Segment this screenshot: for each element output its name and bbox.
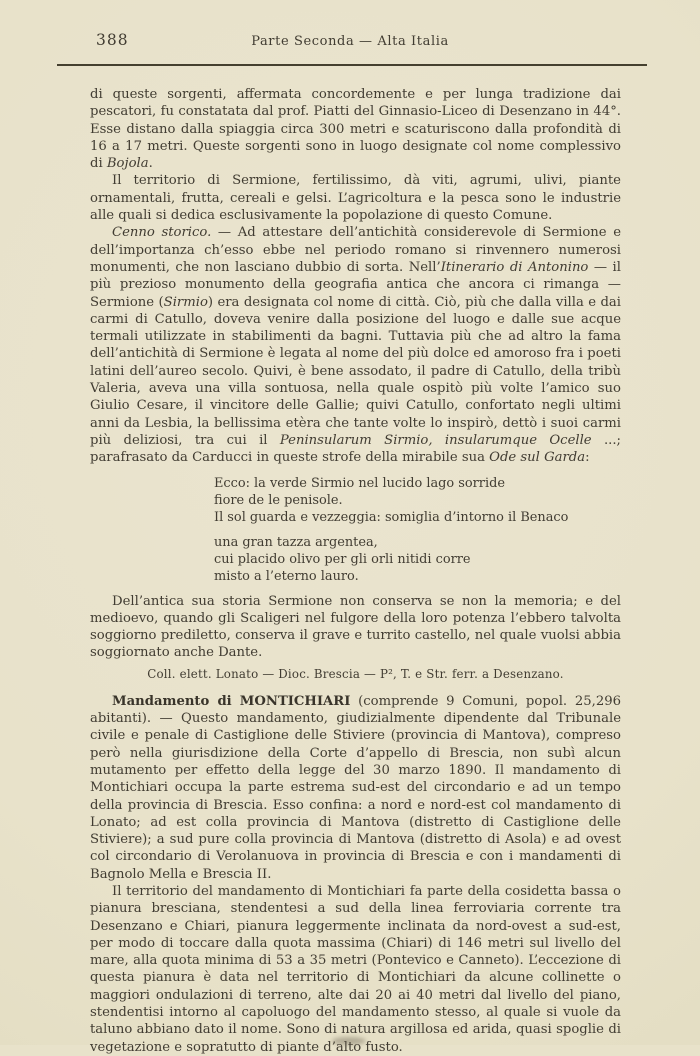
text-run: Il territorio del mandamento di Montichiari fa parte della cosidetta bassa o pianura bresciana, stendentesi a sud della linea ferroviaria corrente tra Desenzano e Chiari, pianura leggermente inclinata da nord-ovest a sud-est, per modo di toccare dalla quota massima (Chiari) di 146 metri sul livello del mare, alla quota minima di 53 a 35 metri (Pontevico e Canneto). L’eccezione di questa pianura è data nel territorio di Montichiari da alcune collinette o maggiori ondulazioni di terreno, alte dai 20 ai 40 metri dal livello del piano, stendentisi intorno al capoluogo del mandamento stesso, al quale si vuole da taluno abbiano dato il nome. Sono di natura argillosa ed arida, quasi spoglie di vegetazione e sopratutto di piante d’alto fusto. (90, 883, 621, 1055)
verse-stanza (214, 534, 621, 585)
verse-line: una gran tazza argentea, (214, 534, 378, 550)
text-run: — il più prezioso monumento della geografia antica che ancora ci rimanga — Sermione ( (90, 259, 621, 310)
text-run: — Ad attestare dell’antichità considerevole di Sermione e dell’importanza ch’esso ebbe nel periodo romano si rinvennero numerosi monumenti, che non lasciano dubbio di sorta. Nell’ (90, 225, 621, 275)
text-run: ) era designata col nome di città. Ciò, più che dalla villa e dai carmi di Catullo, doveva venire dalla posizione del luogo e dalle sue acque termali utilizzate in stabilimenti da bagni. Tuttavia più che ad altro la fama dell’antichità di Sermione è legata al nome del più dolce ed amoroso fra i poeti latini dell’aureo secolo. Quivi, è bene assodato, il padre di Catullo, della tribù Valeria, aveva una villa sontuosa, nella quale ospitò più volte l’amico suo Giulio Cesare, il vincitore delle Gallie; quivi Catullo, confortato negli ultimi anni da Lesbia, la bellissima etèra che tante volte lo inspirò, dettò i suoi carmi più deliziosi, tra cui il (90, 294, 621, 448)
verse-stanza (214, 475, 621, 526)
text-run: di queste sorgenti, affermata concordemente e per lunga tradizione dai pescatori, fu constatata dal prof. Piatti del Ginnasio-Liceo di Desenzano in 44°. Esse distano dalla spiaggia circa 300 metri e scaturiscono dalla profondità di 16 a 17 metri. Queste sorgenti sono in luogo designate col nome complessivo di (90, 87, 621, 172)
italic-text-run: Ode sul Garda (489, 450, 586, 466)
scan-smudge (332, 1037, 366, 1045)
paragraph (90, 693, 621, 883)
italic-text-run: Bojola (106, 156, 149, 172)
italic-text-run: Sirmio (163, 294, 208, 310)
running-title: Parte Seconda — Alta Italia (251, 34, 449, 49)
verse-line: Il sol guarda e vezzeggia: somiglia d’intorno il Benaco (214, 509, 569, 525)
paragraph (90, 86, 621, 172)
text-run: Coll. elett. Lonato — Dioc. Brescia — P², T. e Str. ferr. a Desenzano. (147, 666, 564, 681)
paragraph (90, 224, 621, 466)
header-rule (57, 64, 647, 66)
verse-line: misto a l’eterno lauro. (214, 568, 359, 584)
verse-line: Ecco: la verde Sirmio nel lucido lago sorride (214, 475, 505, 491)
text-run: Dell’antica sua storia Sermione non conserva se non la memoria; e del medioevo, quando gli Scaligeri nel fulgore della loro potenza l’ebbero talvolta soggiorno prediletto, conserva il grave e turrito castello, nel quale vuolsi abbia soggiornato anche Dante. (90, 593, 621, 661)
text-run: . (148, 156, 153, 172)
reference-note (90, 667, 621, 682)
verse-line: cui placido olivo per gli orli nitidi corre (214, 551, 471, 567)
paragraph (90, 172, 621, 224)
text-run: Il territorio di Sermione, fertilissimo, dà viti, agrumi, ulivi, piante ornamentali, frutta, cereali e gelsi. L’agricoltura e la pesca sono le industrie alle quali si dedica esclusivamente la popolazione di questo Comune. (90, 173, 621, 224)
paragraph (90, 593, 621, 662)
bold-text-run: Mandamento di MONTICHIARI (112, 693, 351, 709)
verse-line: fiore de le penisole. (214, 492, 343, 508)
paragraph (90, 883, 621, 1056)
italic-text-run: Itinerario di Antonino (440, 259, 589, 275)
page-number: 388 (96, 31, 129, 49)
italic-text-run: Cenno storico. (112, 225, 212, 241)
text-run: (comprende 9 Comuni, popol. 25,296 abitanti). — Questo mandamento, giudizialmente dipendente dal Tribunale civile e penale di Castiglione delle Stiviere (provincia di Mantova), compreso però nella giurisdizione della Corte d’appello di Brescia, non subì alcun mutamento per effetto della legge del 30 marzo 1890. Il mandamento di Montichiari occupa la parte estrema sud-est del circondario e ad un tempo della provincia di Brescia. Esso confina: a nord e nord-est col mandamento di Lonato; ad est colla provincia di Mantova (distretto di Castiglione delle Stiviere); a sud pure colla provincia di Mantova (distretto di Asola) e ad ovest col circondario di Verolanuova in provincia di Brescia e con i mandamenti di Bagnolo Mella e Brescia II. (90, 693, 621, 882)
italic-text-run: Peninsularum Sirmio, insularumque Ocelle (279, 432, 592, 448)
text-run: ...; parafrasato da Carducci in queste strofe della mirabile sua (90, 432, 621, 466)
text-column (90, 86, 621, 1056)
text-run: : (585, 450, 590, 466)
